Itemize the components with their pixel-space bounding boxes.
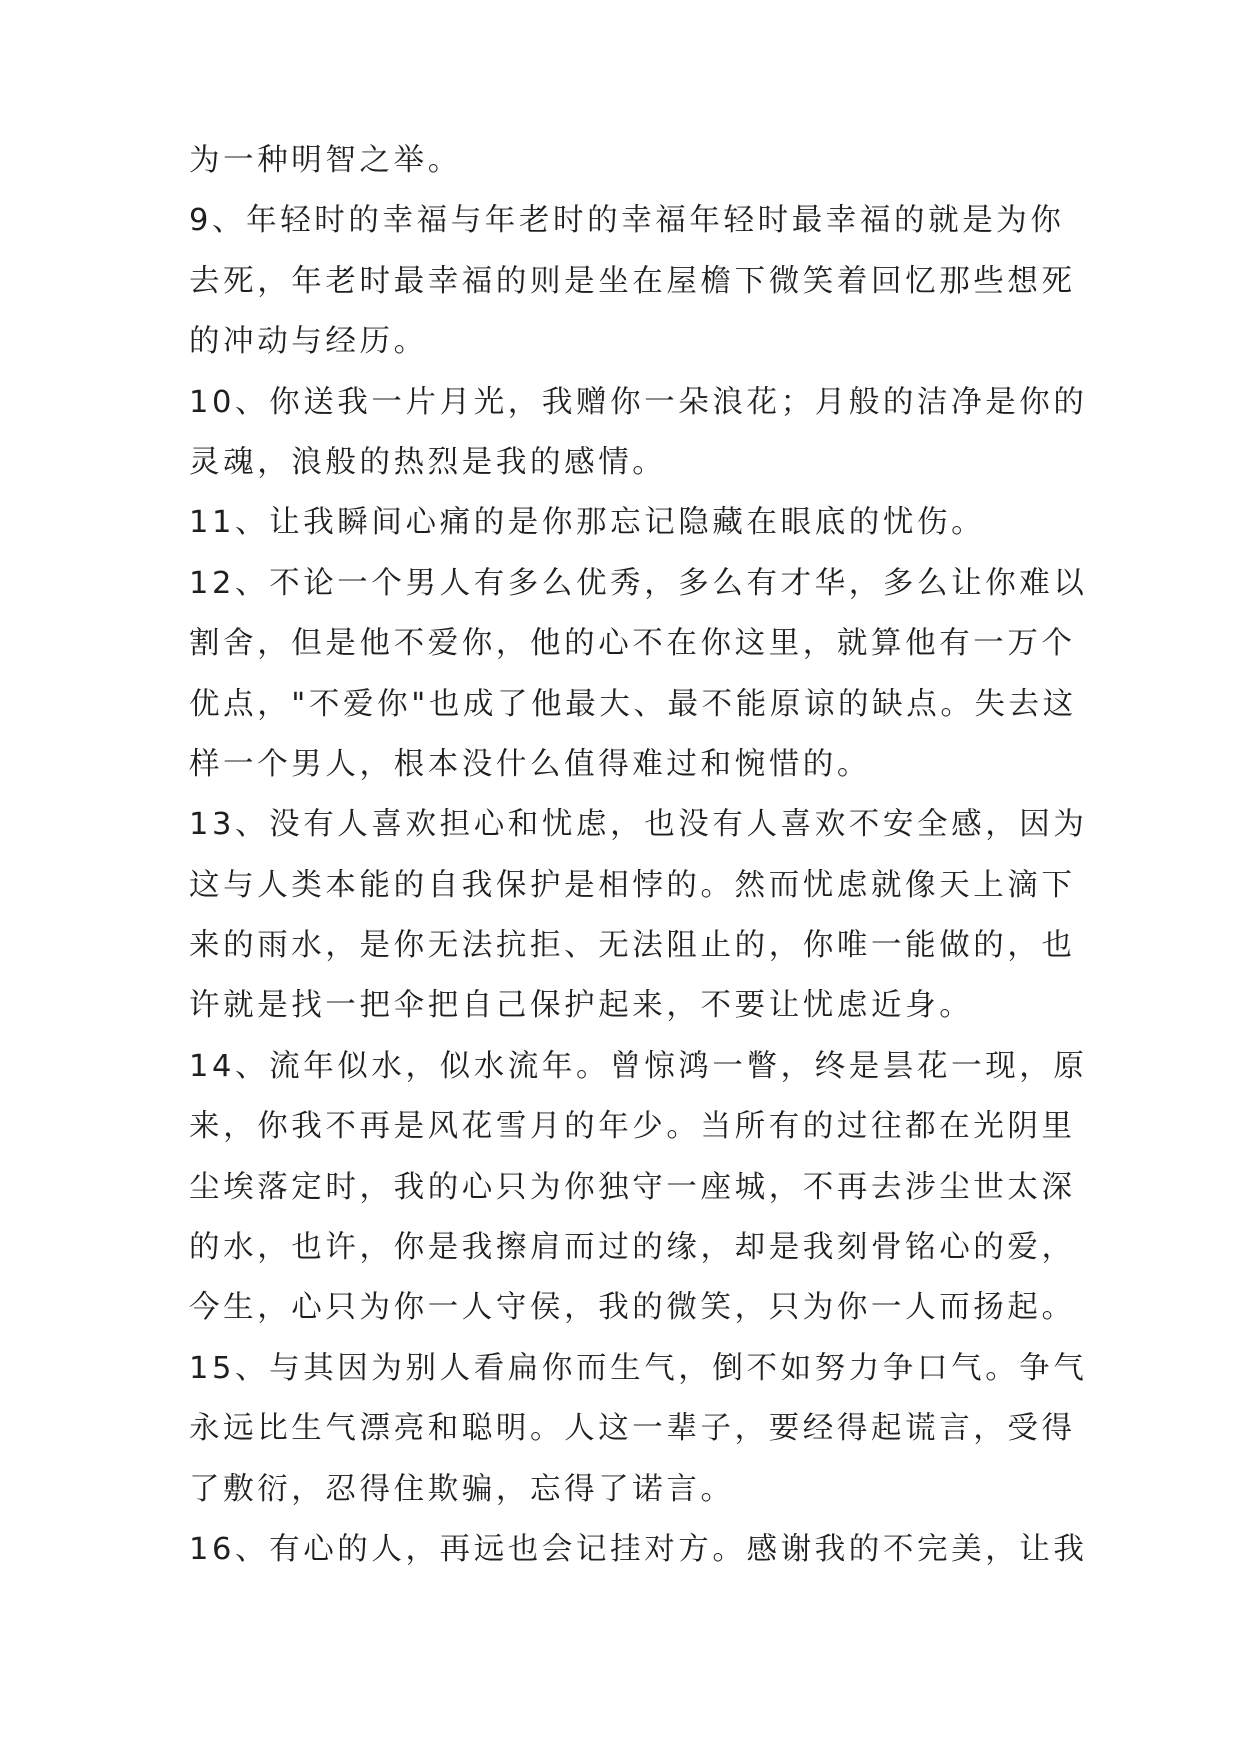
- text-line: 今生，心只为你一人守侯，我的微笑，只为你一人而扬起。: [189, 1290, 1076, 1326]
- text-line: 9、年轻时的幸福与年老时的幸福年轻时最幸福的就是为你: [189, 203, 1065, 239]
- text-line: 的冲动与经历。: [189, 324, 428, 360]
- text-line: 10、你送我一片月光，我赠你一朵浪花；月般的洁净是你的: [189, 384, 1088, 420]
- text-line: 许就是找一把伞把自己保护起来，不要让忧虑近身。: [189, 988, 974, 1024]
- text-line: 11、让我瞬间心痛的是你那忘记隐藏在眼底的忧伤。: [189, 505, 986, 541]
- text-line: 13、没有人喜欢担心和忧虑，也没有人喜欢不安全感，因为: [189, 807, 1088, 843]
- text-line: 12、不论一个男人有多么优秀，多么有才华，多么让你难以: [189, 565, 1088, 601]
- text-line: 14、流年似水，似水流年。曾惊鸿一瞥，终是昙花一现，原: [189, 1048, 1088, 1084]
- text-line: 为一种明智之举。: [189, 143, 462, 178]
- text-line: 割舍，但是他不爱你，他的心不在你这里，就算他有一万个: [189, 626, 1076, 662]
- text-line: 15、与其因为别人看扁你而生气，倒不如努力争口气。争气: [189, 1350, 1088, 1386]
- text-line: 优点，"不爱你"也成了他最大、最不能原谅的缺点。失去这: [189, 686, 1077, 722]
- text-line: 这与人类本能的自我保护是相悖的。然而忧虑就像天上滴下: [189, 867, 1076, 903]
- text-line: 尘埃落定时，我的心只为你独守一座城，不再去涉尘世太深: [189, 1169, 1076, 1205]
- text-line: 了敷衍，忍得住欺骗，忘得了诺言。: [189, 1471, 735, 1507]
- text-line: 来，你我不再是风花雪月的年少。当所有的过往都在光阴里: [189, 1109, 1076, 1145]
- text-line: 灵魂，浪般的热烈是我的感情。: [189, 444, 667, 480]
- text-line: 来的雨水，是你无法抗拒、无法阻止的，你唯一能做的，也: [189, 928, 1076, 964]
- text-line: 永远比生气漂亮和聪明。人这一辈子，要经得起谎言，受得: [189, 1411, 1076, 1447]
- text-line: 样一个男人，根本没什么值得难过和惋惜的。: [189, 746, 871, 782]
- document-body: [189, 143, 1088, 1611]
- text-line: 的水，也许，你是我擦肩而过的缘，却是我刻骨铭心的爱，: [189, 1230, 1076, 1266]
- text-line: 16、有心的人，再远也会记挂对方。感谢我的不完美，让我: [189, 1531, 1088, 1567]
- text-line: 去死，年老时最幸福的则是坐在屋檐下微笑着回忆那些想死: [189, 263, 1076, 299]
